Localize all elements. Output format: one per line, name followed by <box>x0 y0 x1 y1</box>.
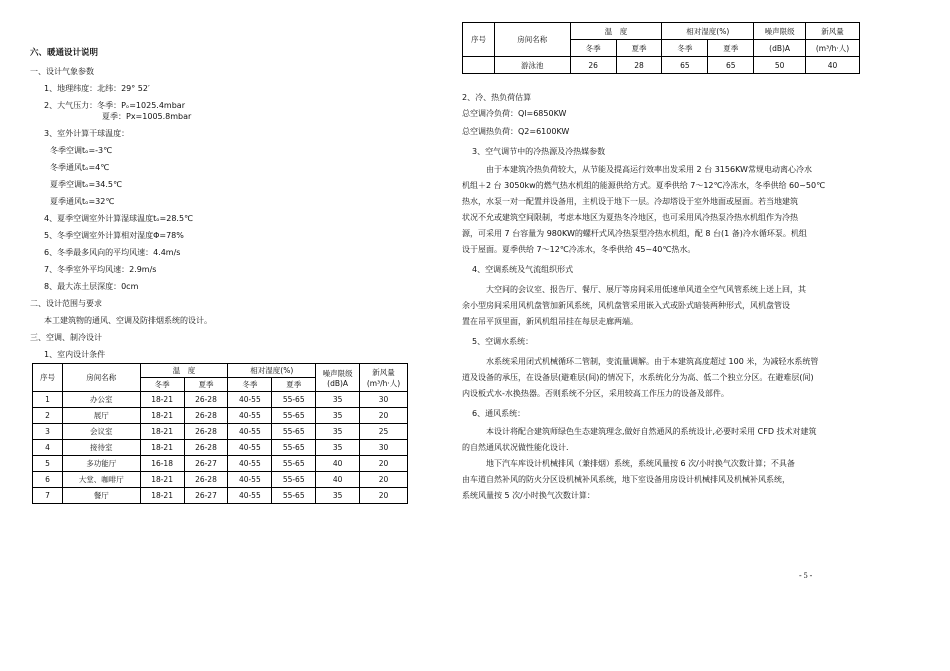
cell-room: 办公室 <box>62 392 140 408</box>
frost-depth: 8、最大冻土层深度：0cm <box>44 282 139 291</box>
header-temp-winter: 冬季 <box>570 40 616 57</box>
cell-temp-summer: 26-28 <box>184 440 228 456</box>
table-row <box>33 392 408 408</box>
header-hum-summer: 夏季 <box>272 378 316 392</box>
s4-line: 大空间的会议室、报告厅、餐厅、展厅等房间采用低速单风道全空气风管系统上送上回，其 <box>486 285 806 294</box>
cell-hum-summer: 65 <box>708 57 754 74</box>
s3-line: 源，可采用 7 台容量为 980KW的螺杆式风冷热泵型冷热水机组，配 8 台(1 备)冷水循环泵。机组 <box>462 229 807 238</box>
cell-no: 3 <box>33 424 63 440</box>
cell-no: 4 <box>33 440 63 456</box>
cell-room: 游泳池 <box>494 57 570 74</box>
cell-temp-summer: 26-28 <box>184 408 228 424</box>
fresh-air-unit: (m³/h·人) <box>806 40 860 57</box>
cell-hum-summer: 55-65 <box>272 424 316 440</box>
s4-paragraph <box>462 282 864 330</box>
cell-room: 接待室 <box>62 440 140 456</box>
fresh-air-label: 新风量 <box>372 367 395 377</box>
s2-title: 2、冷、热负荷估算 <box>462 93 532 102</box>
s5-line: 道及设备的承压，在设备层(避难层(间)的情况下，水系统化分为高、低二个独立分区。在避难层(间) <box>462 373 814 382</box>
summer-vent-temp: 夏季通风tₒ=32℃ <box>50 197 115 206</box>
cell-temp-summer: 26-28 <box>184 424 228 440</box>
cell-noise: 35 <box>316 488 360 504</box>
header-temp-summer: 夏季 <box>616 40 662 57</box>
cell-no <box>463 57 495 74</box>
table-row <box>33 488 408 504</box>
header-hum-winter: 冬季 <box>662 40 708 57</box>
cell-fresh-air: 30 <box>360 440 408 456</box>
cell-hum-winter: 40-55 <box>228 472 272 488</box>
cell-fresh-air: 20 <box>360 488 408 504</box>
header-temp-summer: 夏季 <box>184 378 228 392</box>
s6-paragraph <box>462 424 864 504</box>
header-humidity: 相对湿度(%) <box>662 23 754 40</box>
table-row <box>33 424 408 440</box>
cell-fresh-air: 20 <box>360 408 408 424</box>
noise-label: 噪声限级 <box>322 368 353 378</box>
pool-design-table <box>462 22 860 74</box>
cell-room: 大堂、咖啡厅 <box>62 472 140 488</box>
cell-fresh-air: 30 <box>360 392 408 408</box>
s3-line: 由于本建筑冷热负荷较大，从节能及提高运行效率出发采用 2 台 3156KW常规电动离心冷水 <box>486 165 812 174</box>
s6-line: 系统风量按 5 次/小时换气次数计算： <box>462 491 595 500</box>
header-temp: 温 度 <box>570 23 662 40</box>
cell-hum-winter: 40-55 <box>228 424 272 440</box>
cell-room: 展厅 <box>62 408 140 424</box>
cell-hum-summer: 55-65 <box>272 472 316 488</box>
cell-temp-summer: 28 <box>616 57 662 74</box>
cell-fresh-air: 20 <box>360 456 408 472</box>
s5-paragraph <box>462 354 864 402</box>
s5-line: 内设板式水-水换热器。否则系统不分区，采用较高工作压力的设备及部件。 <box>462 389 729 398</box>
s5-line: 水系统采用闭式机械循环二管制，变流量调解。由于本建筑高度超过 100 米，为减轻水系统管 <box>486 357 819 366</box>
winter-wind-max: 6、冬季最多风向的平均风速：4.4m/s <box>44 248 181 257</box>
header-hum-winter: 冬季 <box>228 378 272 392</box>
s3-line: 设于屋面。夏季供给 7～12℃冷冻水，冬季供给 45~40℃热水。 <box>462 245 696 254</box>
table-row <box>33 440 408 456</box>
cell-room: 餐厅 <box>62 488 140 504</box>
pressure-winter: 2、大气压力：冬季：Pₒ=1025.4mbar <box>44 101 185 110</box>
header-fresh-air: 新风量 <box>806 23 860 40</box>
cell-noise: 40 <box>316 472 360 488</box>
pressure-summer: 夏季：Px=1005.8mbar <box>102 112 192 121</box>
s6-line: 由车道自然补风的防火分区设机械补风系统，地下室设备用房设计机械排风及机械补风系统， <box>462 475 790 484</box>
table-body <box>33 392 408 504</box>
s6-title: 6、通风系统： <box>472 409 526 418</box>
header-no: 序号 <box>463 23 495 57</box>
table-row <box>463 57 860 74</box>
cell-fresh-air: 40 <box>806 57 860 74</box>
header-room: 房间名称 <box>62 364 140 392</box>
s1-title: 一、设计气象参数 <box>30 67 94 76</box>
cell-room: 多功能厅 <box>62 456 140 472</box>
s3-line: 机组＋2 台 3050kw的燃气热水机组的能源供给方式。夏季供给 7～12℃冷冻水，冬季供给 60~50℃ <box>462 181 826 190</box>
header-no: 序号 <box>33 364 63 392</box>
cell-no: 6 <box>33 472 63 488</box>
s2-heat-load: 总空调热负荷：Q2=6100KW <box>462 127 570 136</box>
cell-temp-winter: 16-18 <box>140 456 184 472</box>
noise-unit: (dB)A <box>754 40 806 57</box>
winter-wind-avg: 7、冬季室外平均风速：2.9m/s <box>44 265 157 274</box>
header-room: 房间名称 <box>494 23 570 57</box>
cell-temp-winter: 26 <box>570 57 616 74</box>
s3-title: 三、空调、制冷设计 <box>30 333 102 342</box>
cell-fresh-air: 20 <box>360 472 408 488</box>
s3-line: 状况不允或建筑空间限制，考虑本地区为夏热冬冷地区，也可采用风冷热泵冷热水机组作为冷热 <box>462 213 798 222</box>
s6-line: 本设计将配合建筑师绿色生态建筑理念,做好自然通风的系统设计,必要时采用 CFD 技术对建筑 <box>486 427 817 436</box>
page-number: - 5 - <box>799 571 813 580</box>
cell-noise: 35 <box>316 408 360 424</box>
cell-temp-winter: 18-21 <box>140 440 184 456</box>
cell-temp-summer: 26-28 <box>184 392 228 408</box>
s4-title: 4、空调系统及气流组织形式 <box>472 265 574 274</box>
cell-noise: 50 <box>754 57 806 74</box>
s4-line: 置在吊平顶里面，新风机组吊挂在每层走廊两端。 <box>462 317 638 326</box>
cell-hum-winter: 40-55 <box>228 456 272 472</box>
cell-hum-winter: 40-55 <box>228 392 272 408</box>
cell-hum-winter: 40-55 <box>228 408 272 424</box>
s6-line: 地下汽车库设计机械排风（兼排烟）系统，系统风量按 6 次/小时换气次数计算；不具备 <box>486 459 795 468</box>
s3-subtitle: 1、室内设计条件 <box>44 350 106 359</box>
header-humidity: 相对湿度(%) <box>228 364 316 378</box>
table-row <box>33 456 408 472</box>
cell-temp-summer: 26-27 <box>184 488 228 504</box>
indoor-design-table <box>32 363 408 504</box>
cell-hum-winter: 65 <box>662 57 708 74</box>
cell-fresh-air: 25 <box>360 424 408 440</box>
winter-ac-temp: 冬季空调tₒ=-3℃ <box>50 146 113 155</box>
cell-noise: 35 <box>316 440 360 456</box>
cell-noise: 35 <box>316 392 360 408</box>
cell-temp-summer: 26-27 <box>184 456 228 472</box>
s2-cool-load: 总空调冷负荷：Ql=6850KW <box>462 109 567 118</box>
s3-line: 热水，水泵一对一配置并设备用，主机设于地下一层。冷却塔设于室外地面或屋面。若当地建筑 <box>462 197 798 206</box>
cell-no: 2 <box>33 408 63 424</box>
s3-paragraph <box>462 162 864 258</box>
cell-hum-winter: 40-55 <box>228 440 272 456</box>
right-column <box>462 22 864 504</box>
header-noise: 噪声限级 <box>754 23 806 40</box>
s2-text: 本工建筑物的通风、空调及防排烟系统的设计。 <box>44 316 212 325</box>
cell-temp-summer: 26-28 <box>184 472 228 488</box>
cell-hum-winter: 40-55 <box>228 488 272 504</box>
cell-temp-winter: 18-21 <box>140 408 184 424</box>
cell-no: 1 <box>33 392 63 408</box>
header-fresh-air <box>360 364 408 392</box>
cell-noise: 35 <box>316 424 360 440</box>
cell-hum-summer: 55-65 <box>272 408 316 424</box>
s4-line: 余小型房间采用风机盘管加新风系统，风机盘管采用嵌入式或卧式暗装两种形式，风机盘管设 <box>462 301 790 310</box>
cell-temp-winter: 18-21 <box>140 472 184 488</box>
cell-no: 5 <box>33 456 63 472</box>
fresh-air-unit: (m³/h·人) <box>366 378 401 388</box>
winter-humidity: 5、冬季空调室外计算相对湿度Φ=78% <box>44 231 184 240</box>
summer-ac-temp: 夏季空调tₒ=34.5℃ <box>50 180 122 189</box>
latitude: 1、地理纬度：北纬：29° 52′ <box>44 84 150 93</box>
cell-room: 会议室 <box>62 424 140 440</box>
s3-title: 3、空气调节中的冷热源及冷热媒参数 <box>472 147 606 156</box>
dry-bulb-title: 3、室外计算干球温度： <box>44 129 130 138</box>
table-row <box>33 408 408 424</box>
winter-vent-temp: 冬季通风tₒ=4℃ <box>50 163 110 172</box>
header-hum-summer: 夏季 <box>708 40 754 57</box>
cell-temp-winter: 18-21 <box>140 424 184 440</box>
cell-hum-summer: 55-65 <box>272 392 316 408</box>
s2-title: 二、设计范围与要求 <box>30 299 102 308</box>
cell-hum-summer: 55-65 <box>272 456 316 472</box>
wet-bulb: 4、夏季空调室外计算湿球温度tₒ=28.5℃ <box>44 214 194 223</box>
table-row <box>33 472 408 488</box>
left-column <box>30 48 420 504</box>
section-title: 六、暖通设计说明 <box>30 48 99 58</box>
header-noise <box>316 364 360 392</box>
cell-temp-winter: 18-21 <box>140 488 184 504</box>
cell-temp-winter: 18-21 <box>140 392 184 408</box>
noise-unit: (dB)A <box>327 378 349 388</box>
s6-line: 的自然通风状况做性能化设计. <box>462 443 569 452</box>
cell-hum-summer: 55-65 <box>272 440 316 456</box>
cell-noise: 40 <box>316 456 360 472</box>
header-temp: 温 度 <box>140 364 228 378</box>
s5-title: 5、空调水系统： <box>472 337 534 346</box>
cell-hum-summer: 55-65 <box>272 488 316 504</box>
cell-no: 7 <box>33 488 63 504</box>
header-temp-winter: 冬季 <box>140 378 184 392</box>
